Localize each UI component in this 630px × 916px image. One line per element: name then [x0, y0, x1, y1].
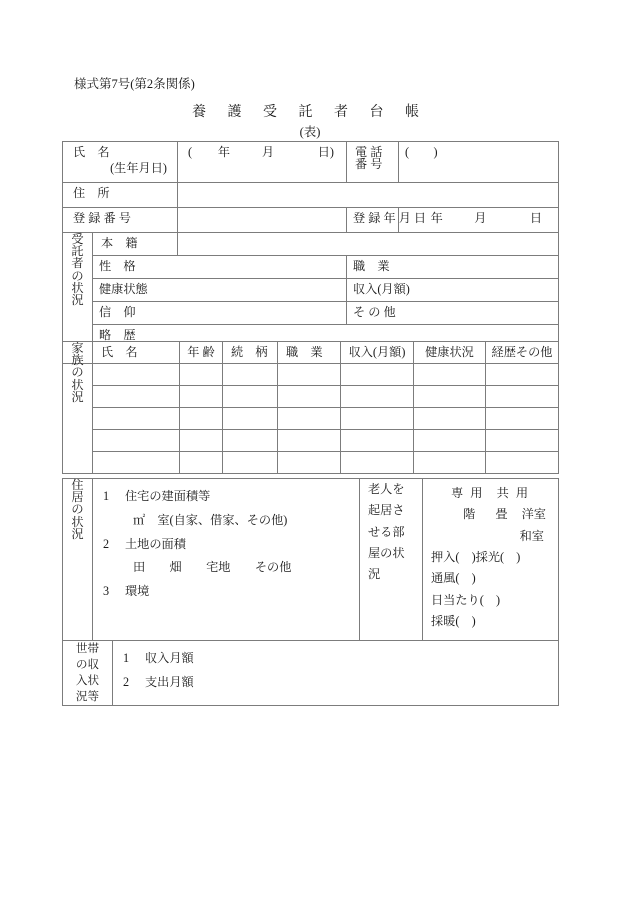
family-cell[interactable] — [486, 364, 559, 386]
family-cell[interactable] — [223, 408, 278, 430]
cell-kenko[interactable] — [93, 279, 347, 302]
family-cell[interactable] — [414, 364, 486, 386]
ryakureki-label: 略 歴 — [99, 328, 136, 342]
birth-year-label: 年 — [217, 145, 231, 159]
reg-number-label: 登 録 番 号 — [73, 211, 131, 225]
row-address — [63, 183, 559, 208]
family-cell[interactable] — [278, 408, 341, 430]
room-size-line: 階 畳 洋室 — [463, 507, 546, 522]
row-kenko-shunyu — [63, 279, 559, 302]
housing-items — [93, 479, 359, 609]
room-detail — [423, 479, 558, 636]
reg-date-day-label: 日 — [529, 211, 543, 225]
family-cell[interactable] — [341, 408, 414, 430]
row-housing — [63, 479, 559, 641]
name-sub-label: (生年月日) — [110, 161, 167, 176]
housing-item-1-sub: ㎡ 室(自家、借家、その他) — [133, 512, 288, 527]
family-header-row — [63, 342, 559, 364]
cell-shokugyo[interactable] — [347, 256, 559, 279]
reg-number-value — [178, 208, 346, 215]
room-detail-cell[interactable] — [423, 479, 559, 641]
sonota-label: そ の 他 — [353, 305, 396, 319]
family-cell[interactable] — [278, 364, 341, 386]
cell-honseki-label — [93, 233, 178, 256]
reg-date-year-label: 年 — [430, 211, 443, 225]
family-cell[interactable] — [93, 386, 180, 408]
honseki-value — [178, 233, 558, 240]
cell-shinko[interactable] — [93, 302, 347, 325]
birth-day-label: 日) — [317, 145, 334, 159]
room-ventilation-line: 通風( ) — [431, 571, 476, 586]
cell-honseki-value[interactable] — [178, 233, 559, 256]
phone-label: 電 話 番 号 — [355, 145, 383, 172]
cell-phone-label — [347, 142, 399, 183]
family-col-age: 年 齢 — [180, 342, 223, 364]
row-shinko-sonota — [63, 302, 559, 325]
family-cell[interactable] — [93, 408, 180, 430]
family-cell[interactable] — [414, 452, 486, 474]
family-cell[interactable] — [486, 430, 559, 452]
phone-value: ( ) — [405, 145, 438, 159]
family-cell[interactable] — [341, 386, 414, 408]
address-label: 住 所 — [73, 186, 110, 200]
name-label: 氏 名 — [73, 145, 110, 159]
family-cell[interactable] — [180, 364, 223, 386]
room-washitsu-line: 和室 — [519, 528, 544, 543]
table-row — [63, 430, 559, 452]
family-cell[interactable] — [93, 452, 180, 474]
reg-date-label: 登 録 年 月 日 — [353, 211, 427, 225]
family-cell[interactable] — [341, 364, 414, 386]
cell-name-birthdate-value[interactable] — [178, 142, 347, 183]
household-income-section-label: 世帯 の収 入状 況等 — [63, 641, 113, 706]
row-honseki — [63, 233, 559, 256]
table-row — [63, 408, 559, 430]
family-col-relation: 続 柄 — [223, 342, 278, 364]
cell-name-label — [63, 142, 178, 183]
family-cell[interactable] — [93, 430, 180, 452]
birth-month-label: 月 — [261, 145, 275, 159]
family-cell[interactable] — [223, 452, 278, 474]
cell-phone-value[interactable] — [399, 142, 559, 183]
family-cell[interactable] — [341, 430, 414, 452]
family-cell[interactable] — [486, 452, 559, 474]
cell-reg-number-value[interactable] — [178, 208, 347, 233]
cell-address-value[interactable] — [178, 183, 559, 208]
family-cell[interactable] — [341, 452, 414, 474]
family-col-occupation: 職 業 — [278, 342, 341, 364]
room-heating-line: 採暖( ) — [431, 614, 476, 629]
trustee-section-label: 受 託 者 の 状 況 — [63, 233, 93, 364]
family-cell[interactable] — [486, 408, 559, 430]
family-col-history: 経歴その他 — [486, 342, 559, 364]
family-col-income: 収入(月額) — [341, 342, 414, 364]
document-title — [62, 101, 558, 121]
housing-item-2-sub: 田 畑 宅地 その他 — [133, 560, 292, 575]
family-table — [62, 341, 559, 474]
household-income-details-cell[interactable] — [113, 641, 559, 706]
family-cell[interactable] — [278, 430, 341, 452]
shunyu-label: 収入(月額) — [353, 282, 410, 296]
room-usage-line: 専 用 共 用 — [450, 486, 531, 500]
housing-item-1: 1 住宅の建面積等 — [103, 489, 211, 503]
housing-item-2: 2 土地の面積 — [103, 536, 186, 551]
reg-date-month-label: 月 — [474, 211, 487, 225]
housing-section-label: 住 居 の 状 況 — [63, 479, 93, 641]
family-cell[interactable] — [180, 408, 223, 430]
shinko-label: 信 仰 — [99, 305, 136, 319]
family-cell[interactable] — [414, 408, 486, 430]
household-income-item-2: 2 支出月額 — [123, 674, 194, 689]
room-sunlight-line: 日当たり( ) — [431, 592, 501, 607]
cell-sonota[interactable] — [347, 302, 559, 325]
family-cell[interactable] — [180, 452, 223, 474]
row-registration — [63, 208, 559, 233]
table-row — [63, 386, 559, 408]
cell-seikaku[interactable] — [93, 256, 347, 279]
family-cell[interactable] — [223, 364, 278, 386]
address-value — [178, 183, 558, 190]
form-number: 様式第7号(第2条関係) — [74, 77, 195, 91]
room-closet-light-line: 押入( )採光( ) — [431, 550, 521, 565]
kenko-label: 健康状態 — [99, 282, 148, 296]
family-cell[interactable] — [180, 386, 223, 408]
seikaku-label: 性 格 — [99, 259, 136, 273]
cell-shunyu[interactable] — [347, 279, 559, 302]
row-seikaku-shokugyo — [63, 256, 559, 279]
family-cell[interactable] — [486, 386, 559, 408]
honseki-label: 本 籍 — [101, 236, 138, 250]
family-cell[interactable] — [223, 430, 278, 452]
household-income-item-1: 1 収入月額 — [123, 651, 194, 665]
table-row — [63, 452, 559, 474]
housing-item-3: 3 環境 — [103, 584, 150, 599]
row-name-phone — [63, 142, 559, 183]
family-cell[interactable] — [414, 430, 486, 452]
table-row — [63, 364, 559, 386]
family-section-label: 家 族 の 状 況 — [63, 342, 93, 474]
family-cell[interactable] — [223, 386, 278, 408]
cell-address-label — [63, 183, 178, 208]
cell-reg-number-label — [63, 208, 178, 233]
main-form-table — [62, 141, 559, 364]
family-col-health: 健康状況 — [414, 342, 486, 364]
document-subtitle: (表) — [299, 125, 321, 139]
shokugyo-label: 職 業 — [353, 259, 390, 273]
row-household-income — [63, 641, 559, 706]
housing-income-table — [62, 478, 559, 706]
family-cell[interactable] — [278, 452, 341, 474]
family-cell[interactable] — [278, 386, 341, 408]
family-cell[interactable] — [180, 430, 223, 452]
room-section-label: 老人を起居させる部屋の状況 — [360, 479, 423, 641]
document-title-text: 養 護 受 託 者 台 帳 — [192, 105, 428, 120]
cell-reg-date-label — [347, 208, 427, 233]
housing-details-cell[interactable] — [93, 479, 360, 641]
birth-paren-open: ( — [188, 145, 193, 159]
household-income-items — [113, 641, 558, 700]
family-cell[interactable] — [93, 364, 180, 386]
cell-reg-date-value[interactable] — [399, 208, 559, 233]
family-col-name: 氏 名 — [93, 342, 180, 364]
family-cell[interactable] — [414, 386, 486, 408]
